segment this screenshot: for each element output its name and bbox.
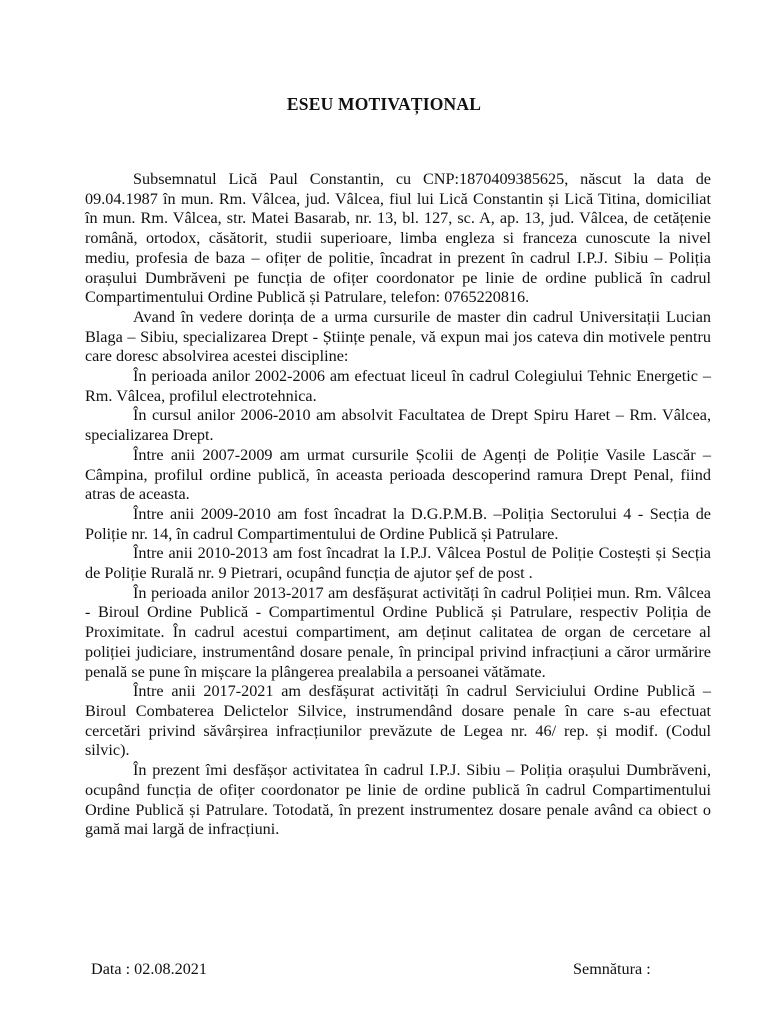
paragraph-highschool: În perioada anilor 2002-2006 am efectuat liceul în cadrul Colegiului Tehnic Energetic – Rm. Vâlcea, profilul electrotehnica. — [85, 367, 711, 405]
paragraph-ipj-valcea: Între anii 2010-2013 am fost încadrat la I.P.J. Vâlcea Postul de Poliție Costești și Secția de Poliție Rurală nr. 9 Pietrari, ocupând funcția de ajutor șef de post . — [85, 544, 711, 583]
paragraph-identity: Subsemnatul Lică Paul Constantin, cu CNP:1870409385625, născut la data de 09.04.1987 în mun. Rm. Vâlcea, jud. Vâlcea, fiul lui Lică Constantin și Lică Titina, domiciliat în mun. Rm. Vâlcea, str. Matei Basarab, nr. 13, bl. 127, sc. A, ap. 13, jud. Vâlcea, de cetățenie română, ortodox, căsătorit, studii superioare, limba engleza si franceza cunoscute la nivel mediu, profesia de baza – ofițer de politie, încadrat in prezent în cadrul I.P.J. Sibiu – Poliția orașului Dumbrăveni pe funcția de ofițer coordonator pe linie de ordine publică în cadrul Compartimentului Ordine Publică și Patrulare, telefon: 0765220816. — [85, 170, 711, 307]
document-title: ESEU MOTIVAȚIONAL — [286, 94, 482, 114]
paragraph-dgpmb: Între anii 2009-2010 am fost încadrat la D.G.P.M.B. –Poliția Sectorului 4 - Secția de Poliție nr. 14, în cadrul Compartimentului de Ordine Publică și Patrulare. — [85, 504, 711, 543]
paragraph-rm-valcea: În perioada anilor 2013-2017 am desfășurat activități în cadrul Poliției mun. Rm. Vâlcea - Biroul Ordine Publică - Compartimentul Ordine Publică și Patrulare, respectiv Poliția de Proximitate. În cadrul acestui compartiment, am deținut calitatea de organ de cercetare al poliției judiciare, instrumentând dosare penale, în principal privind infracțiuni a căror urmărire penală se pune în mișcare la plângerea prealabila a persoanei vătămate. — [85, 583, 711, 681]
paragraph-silvic: Între anii 2017-2021 am desfășurat activități în cadrul Serviciului Ordine Publică – Biroul Combaterea Delictelor Silvice, instrumendând dosare penale în care s-au efectuat cercetări privind săvârșirea infracțiunilor prevăzute de Legea nr. 46/ rep. și modif. (Codul silvic). — [85, 682, 711, 760]
paragraph-faculty: În cursul anilor 2006-2010 am absolvit Facultatea de Drept Spiru Haret – Rm. Vâlcea, specializarea Drept. — [85, 406, 711, 445]
footer-date: Data : 02.08.2021 — [91, 960, 207, 978]
paragraph-present: În prezent îmi desfășor activitatea în cadrul I.P.J. Sibiu – Poliția orașului Dumbrăveni, ocupând funcția de ofițer coordonator pe linie de ordine publică în cadrul Compartimentului Ordine Publică și Patrulare. Totodată, în prezent instrumentez dosare penale având ca obiect o gamă mai largă de infracțiuni. — [85, 761, 711, 839]
paragraph-police-school: Între anii 2007-2009 am urmat cursurile Școlii de Agenți de Poliție Vasile Lascăr – Câmpina, profilul ordine publică, în aceasta perioada descoperind ramura Drept Penal, fiind atras de aceasta. — [85, 445, 711, 504]
signature-label: Semnătura : — [573, 960, 651, 978]
document-body — [85, 170, 711, 840]
paragraph-intent: Avand în vedere dorința de a urma cursurile de master din cadrul Universitații Lucian Blaga – Sibiu, specializarea Drept - Științe penale, vă expun mai jos cateva din motivele pentru care doresc absolvirea acestei discipline: — [85, 307, 711, 366]
